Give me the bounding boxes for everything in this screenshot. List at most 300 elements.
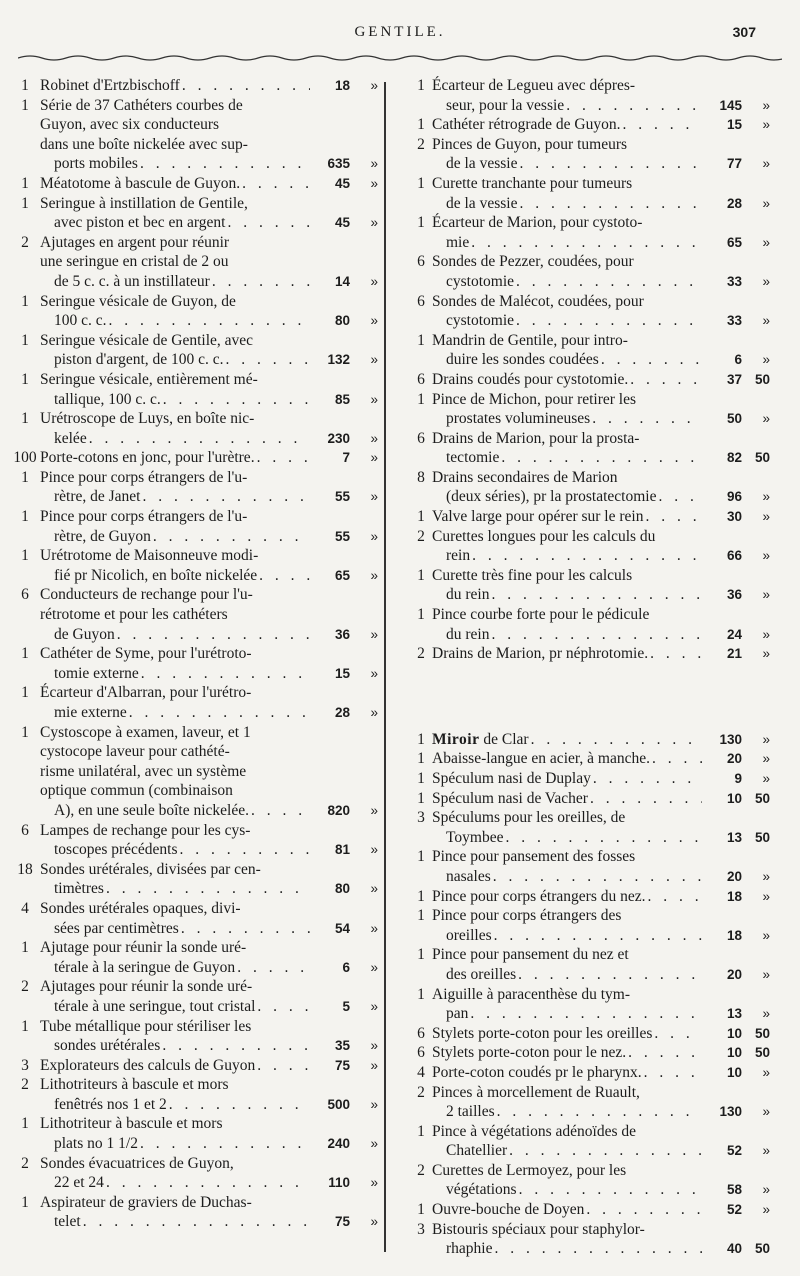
entry-quantity: 2 bbox=[417, 645, 425, 663]
entry-line: Bistouris spéciaux pour staphylor- bbox=[432, 1220, 645, 1238]
entry-quantity: 1 bbox=[417, 214, 425, 232]
left-column bbox=[10, 76, 378, 1232]
leader-dots bbox=[89, 429, 310, 449]
price-centimes: » bbox=[762, 1064, 770, 1080]
price-francs: 13 bbox=[726, 829, 742, 845]
entry-line: Pince de Michon, pour retirer les bbox=[432, 390, 637, 408]
page-number: 307 bbox=[732, 24, 756, 40]
leader-dots bbox=[257, 448, 310, 468]
entry-line-text: mie externe bbox=[54, 704, 127, 721]
entry-line bbox=[432, 1200, 704, 1220]
price-centimes: » bbox=[370, 705, 378, 720]
leader-dots bbox=[654, 1024, 702, 1044]
entry-description bbox=[432, 292, 704, 331]
price-centimes: » bbox=[370, 489, 378, 505]
entry-description bbox=[432, 730, 704, 750]
leader-dots bbox=[586, 1200, 702, 1220]
entry-line bbox=[432, 272, 704, 292]
entry-line-text: Toymbee bbox=[446, 828, 504, 846]
leader-dots bbox=[501, 448, 702, 468]
catalog-entry bbox=[10, 468, 378, 507]
entry-line-text: sées par centimètres bbox=[54, 919, 179, 937]
price-francs: 132 bbox=[327, 352, 350, 368]
leader-dots bbox=[518, 965, 702, 985]
entry-quantity: 1 bbox=[21, 1193, 29, 1211]
entry-quantity: 3 bbox=[417, 809, 425, 827]
price-centimes: » bbox=[370, 528, 378, 544]
entry-line-text: duire les sondes coudées bbox=[446, 351, 599, 369]
entry-line: Lithotriteur à bascule et mors bbox=[40, 1115, 223, 1133]
price-centimes: » bbox=[762, 966, 770, 982]
price-francs: 18 bbox=[726, 888, 742, 904]
price-francs: 85 bbox=[334, 391, 350, 407]
leader-dots bbox=[647, 887, 702, 907]
leader-dots bbox=[227, 213, 310, 233]
price-francs: 52 bbox=[726, 1202, 742, 1218]
entry-line: Mandrin de Gentile, pour intro- bbox=[432, 331, 628, 349]
price-francs: 55 bbox=[334, 489, 350, 505]
entry-price bbox=[704, 867, 770, 887]
entry-line-text: rètre, de Janet bbox=[54, 488, 141, 506]
page-header bbox=[0, 18, 800, 48]
leader-dots bbox=[226, 350, 310, 370]
price-francs: 5 bbox=[342, 998, 350, 1014]
entry-line bbox=[432, 448, 704, 468]
entry-price bbox=[312, 350, 378, 370]
entry-line bbox=[40, 1095, 312, 1115]
entry-price bbox=[704, 749, 770, 769]
entry-quantity: 1 bbox=[21, 508, 29, 526]
catalog-entry bbox=[410, 769, 770, 789]
entry-line-text: Stylets porte-coton pour le nez. bbox=[432, 1044, 627, 1062]
entry-description bbox=[432, 1083, 704, 1122]
entry-description bbox=[432, 605, 704, 644]
price-centimes: » bbox=[762, 352, 770, 368]
entry-description bbox=[432, 749, 704, 769]
price-francs: 50 bbox=[726, 411, 742, 427]
entry-description bbox=[432, 1122, 704, 1161]
entry-line: Tube métallique pour stériliser les bbox=[40, 1017, 252, 1035]
entry-description bbox=[40, 1075, 312, 1114]
price-centimes: » bbox=[370, 215, 378, 231]
catalog-entry bbox=[10, 194, 378, 233]
price-centimes: » bbox=[370, 881, 378, 897]
leader-dots bbox=[153, 527, 310, 547]
entry-description bbox=[432, 1200, 704, 1220]
price-francs: 10 bbox=[726, 1045, 742, 1061]
catalog-entry bbox=[410, 906, 770, 945]
entry-line-text: pan bbox=[446, 1005, 469, 1023]
entry-price bbox=[312, 272, 378, 292]
entry-line: Drains de Marion, pour la prosta- bbox=[432, 429, 640, 447]
entry-description bbox=[40, 1114, 312, 1153]
entry-description bbox=[432, 808, 704, 847]
entry-price bbox=[312, 919, 378, 939]
entry-line-text: prostates volumineuses bbox=[446, 410, 591, 428]
entry-line bbox=[432, 409, 704, 429]
entry-price bbox=[704, 1239, 770, 1259]
entry-line: une seringue en cristal de 2 ou bbox=[40, 253, 229, 271]
entry-quantity: 3 bbox=[417, 1220, 425, 1238]
price-francs: 20 bbox=[726, 751, 742, 767]
entry-price bbox=[704, 194, 770, 214]
catalog-entry bbox=[410, 390, 770, 429]
entry-line: Lithotriteurs à bascule et mors bbox=[40, 1076, 229, 1094]
entry-line-text: du rein bbox=[446, 625, 490, 643]
entry-line bbox=[432, 233, 704, 253]
catalog-entry bbox=[10, 507, 378, 546]
entry-line-text: végétations bbox=[446, 1181, 517, 1199]
entry-line-text: térale à la seringue de Guyon bbox=[54, 958, 236, 976]
leader-dots bbox=[494, 1239, 702, 1259]
entry-line-text: cystotomie bbox=[446, 312, 515, 330]
price-francs: 20 bbox=[726, 966, 742, 982]
entry-line bbox=[40, 154, 312, 174]
entry-line: Ajutages pour réunir la sonde uré- bbox=[40, 978, 253, 996]
price-francs: 500 bbox=[327, 1096, 350, 1112]
entry-line-text: A), en une seule boîte nickelée. bbox=[54, 801, 249, 819]
catalog-entry bbox=[410, 749, 770, 769]
entry-line-text: sondes urétérales bbox=[54, 1037, 161, 1055]
entry-price bbox=[704, 625, 770, 645]
entry-description bbox=[432, 945, 704, 984]
catalog-entry bbox=[410, 1220, 770, 1259]
leader-dots bbox=[169, 1095, 310, 1115]
entry-line: Conducteurs de rechange pour l'u- bbox=[40, 586, 253, 604]
entry-description bbox=[432, 847, 704, 886]
price-centimes: » bbox=[370, 430, 378, 446]
entry-line bbox=[432, 1180, 704, 1200]
entry-line-text: rhaphie bbox=[446, 1240, 493, 1258]
price-francs: 6 bbox=[734, 352, 742, 368]
entry-line: Guyon, avec six conducteurs bbox=[40, 116, 220, 134]
entry-line: Série de 37 Cathéters courbes de bbox=[40, 96, 243, 114]
catalog-entry bbox=[10, 174, 378, 194]
entry-line bbox=[432, 644, 704, 664]
leader-dots bbox=[628, 1043, 702, 1063]
entry-price bbox=[704, 1102, 770, 1122]
entry-description bbox=[40, 448, 312, 468]
catalog-entry bbox=[410, 507, 770, 527]
entry-description bbox=[432, 370, 704, 390]
price-centimes: » bbox=[370, 175, 378, 191]
entry-description bbox=[432, 115, 704, 135]
price-francs: 28 bbox=[334, 705, 350, 720]
entry-line-text: Porte-coton coudés pr le pharynx. bbox=[432, 1063, 642, 1081]
entry-line bbox=[432, 350, 704, 370]
entry-price bbox=[704, 887, 770, 907]
entry-line: Sondes de Malécot, coudées, pour bbox=[432, 292, 644, 310]
entry-price bbox=[704, 115, 770, 135]
catalog-entry bbox=[10, 331, 378, 370]
leader-dots bbox=[472, 546, 702, 566]
entry-line bbox=[40, 487, 312, 507]
price-centimes: » bbox=[370, 665, 378, 681]
entry-price bbox=[704, 154, 770, 174]
entry-line bbox=[432, 1239, 704, 1259]
price-francs: 52 bbox=[726, 1143, 742, 1159]
entry-line bbox=[432, 487, 704, 507]
entry-price bbox=[312, 958, 378, 978]
entry-description bbox=[432, 769, 704, 789]
entry-line: risme unilatéral, avec un système bbox=[40, 762, 247, 780]
entry-quantity: 1 bbox=[21, 410, 29, 428]
entry-price bbox=[704, 1043, 770, 1063]
price-centimes: » bbox=[762, 1104, 770, 1120]
price-centimes: » bbox=[762, 548, 770, 564]
entry-line bbox=[40, 350, 312, 370]
entry-price bbox=[704, 769, 770, 789]
entry-description bbox=[40, 723, 312, 821]
catalog-entry bbox=[10, 644, 378, 683]
entry-line: Urétrotome de Maisonneuve modi- bbox=[40, 547, 259, 565]
price-francs: 9 bbox=[734, 771, 742, 786]
price-centimes: » bbox=[762, 1182, 770, 1198]
catalog-entry bbox=[410, 135, 770, 174]
entry-line bbox=[40, 625, 312, 645]
entry-price bbox=[312, 174, 378, 194]
entry-price bbox=[312, 703, 378, 723]
entry-line-text: Cathéter rétrograde de Guyon. bbox=[432, 116, 621, 134]
price-francs: 10 bbox=[726, 1025, 742, 1041]
entry-line: Pince pour corps étrangers des bbox=[432, 907, 622, 925]
entry-quantity: 1 bbox=[21, 645, 29, 663]
catalog-entry bbox=[10, 821, 378, 860]
catalog-entry bbox=[10, 76, 378, 96]
leader-dots bbox=[237, 958, 310, 978]
leader-dots bbox=[106, 879, 310, 899]
price-centimes: » bbox=[370, 156, 378, 172]
entry-quantity: 1 bbox=[21, 1115, 29, 1133]
price-centimes: » bbox=[370, 1038, 378, 1054]
entry-line-text: des oreilles bbox=[446, 965, 517, 983]
entry-description bbox=[40, 233, 312, 292]
entry-price bbox=[312, 390, 378, 410]
entry-quantity: 1 bbox=[21, 723, 29, 741]
catalog-entry bbox=[410, 730, 770, 750]
entry-line bbox=[40, 311, 312, 331]
price-francs: 230 bbox=[327, 430, 350, 446]
entry-line: Cathéter de Syme, pour l'urétroto- bbox=[40, 645, 252, 663]
entry-price bbox=[312, 840, 378, 860]
price-francs: 130 bbox=[719, 1104, 742, 1120]
entry-price bbox=[312, 487, 378, 507]
entry-line bbox=[40, 997, 312, 1017]
entry-description bbox=[432, 213, 704, 252]
entry-line-text: kelée bbox=[54, 429, 87, 447]
entry-quantity: 1 bbox=[21, 331, 29, 349]
entry-description bbox=[40, 683, 312, 722]
price-francs: 82 bbox=[726, 450, 742, 466]
entry-line bbox=[40, 272, 312, 292]
entry-line: rétrotome et pour les cathéters bbox=[40, 606, 228, 624]
leader-dots bbox=[180, 840, 310, 860]
price-centimes: » bbox=[762, 273, 770, 289]
entry-line-text: fenêtrés nos 1 et 2 bbox=[54, 1095, 167, 1113]
price-centimes: » bbox=[370, 1096, 378, 1112]
catalog-entry bbox=[10, 723, 378, 821]
entry-line bbox=[432, 370, 704, 390]
entry-line: dans une boîte nickelée avec sup- bbox=[40, 135, 248, 153]
entry-line: Pinces de Guyon, pour tumeurs bbox=[432, 135, 628, 153]
entry-price bbox=[312, 1095, 378, 1115]
price-centimes: 50 bbox=[754, 1025, 770, 1041]
entry-line-text: 22 et 24 bbox=[54, 1174, 104, 1192]
price-francs: 36 bbox=[726, 587, 742, 603]
entry-quantity: 1 bbox=[417, 390, 425, 408]
leader-dots bbox=[259, 566, 310, 586]
entry-line-text: Pince pour corps étrangers du nez. bbox=[432, 887, 646, 905]
leader-dots bbox=[519, 194, 702, 214]
entry-line-text: Méatotome à bascule de Guyon. bbox=[40, 174, 241, 192]
price-centimes: » bbox=[370, 920, 378, 936]
entry-line: Seringue vésicale, entièrement mé- bbox=[40, 370, 258, 388]
entry-price bbox=[704, 926, 770, 946]
price-centimes: » bbox=[762, 868, 770, 884]
entry-quantity: 1 bbox=[21, 547, 29, 565]
right-column bbox=[410, 76, 770, 1259]
price-francs: 54 bbox=[334, 920, 350, 936]
catalog-entry bbox=[10, 977, 378, 1016]
price-centimes: » bbox=[370, 1136, 378, 1152]
catalog-entry bbox=[410, 566, 770, 605]
price-francs: 65 bbox=[334, 567, 350, 583]
entry-price bbox=[312, 879, 378, 899]
entry-line: Pince pour corps étrangers de l'u- bbox=[40, 468, 248, 486]
entry-line bbox=[40, 919, 312, 939]
entry-line-text: fié pr Nicolich, en boîte nickelée bbox=[54, 566, 258, 584]
entry-line-text: 2 tailles bbox=[446, 1103, 495, 1121]
entry-quantity: 2 bbox=[417, 527, 425, 545]
entry-line bbox=[432, 1141, 704, 1161]
catalog-entry bbox=[10, 1017, 378, 1056]
entry-description bbox=[40, 174, 312, 194]
entry-line: Curette très fine pour les calculs bbox=[432, 566, 633, 584]
entry-price bbox=[704, 730, 770, 750]
entry-line: Pince courbe forte pour le pédicule bbox=[432, 606, 650, 624]
entry-description bbox=[40, 331, 312, 370]
leader-dots bbox=[182, 76, 310, 96]
price-centimes: » bbox=[762, 1202, 770, 1218]
leader-dots bbox=[212, 272, 310, 292]
entry-description bbox=[40, 977, 312, 1016]
entry-description bbox=[40, 76, 312, 96]
price-centimes: » bbox=[762, 117, 770, 133]
price-centimes: » bbox=[370, 1057, 378, 1073]
entry-quantity: 1 bbox=[417, 174, 425, 192]
leader-dots bbox=[143, 487, 311, 507]
entry-description bbox=[432, 174, 704, 213]
entry-price bbox=[312, 311, 378, 331]
entry-line: Curette tranchante pour tumeurs bbox=[432, 174, 633, 192]
entry-quantity: 1 bbox=[417, 789, 425, 807]
catalog-entry bbox=[10, 409, 378, 448]
entry-line bbox=[432, 769, 704, 789]
leader-dots bbox=[117, 625, 310, 645]
entry-description bbox=[432, 527, 704, 566]
entry-quantity: 3 bbox=[21, 1056, 29, 1074]
price-centimes: » bbox=[762, 156, 770, 172]
price-francs: 240 bbox=[327, 1136, 350, 1152]
price-francs: 66 bbox=[726, 548, 742, 564]
entry-line-text: telet bbox=[54, 1213, 81, 1231]
entry-line bbox=[40, 1212, 312, 1232]
leader-dots bbox=[140, 154, 310, 174]
leader-dots bbox=[251, 801, 310, 821]
entry-quantity: 1 bbox=[417, 946, 425, 964]
price-francs: 58 bbox=[726, 1182, 742, 1198]
entry-line bbox=[40, 527, 312, 547]
price-centimes: » bbox=[370, 842, 378, 858]
entry-description bbox=[432, 76, 704, 115]
price-centimes: » bbox=[370, 1214, 378, 1230]
entry-price bbox=[704, 644, 770, 664]
catalog-entry bbox=[410, 115, 770, 135]
catalog-entry bbox=[10, 233, 378, 292]
entry-quantity: 100 bbox=[13, 449, 37, 467]
entry-line: Lampes de rechange pour les cys- bbox=[40, 821, 251, 839]
entry-description bbox=[432, 429, 704, 468]
entry-price bbox=[312, 664, 378, 684]
price-francs: 13 bbox=[726, 1006, 742, 1022]
entry-quantity: 1 bbox=[417, 907, 425, 925]
catalog-entry bbox=[410, 252, 770, 291]
price-francs: 45 bbox=[334, 175, 350, 191]
entry-line bbox=[432, 507, 704, 527]
price-francs: 18 bbox=[334, 78, 350, 93]
entry-line bbox=[432, 887, 704, 907]
entry-quantity: 1 bbox=[21, 468, 29, 486]
leader-dots bbox=[257, 997, 310, 1017]
entry-quantity: 6 bbox=[417, 1024, 425, 1042]
entry-line-text: 100 c. c. bbox=[54, 312, 107, 330]
catalog-entry bbox=[410, 292, 770, 331]
entry-quantity: 2 bbox=[21, 233, 29, 251]
entry-quantity: 18 bbox=[17, 860, 33, 878]
entry-quantity: 1 bbox=[417, 331, 425, 349]
leader-dots bbox=[630, 370, 702, 390]
leader-dots bbox=[516, 311, 702, 331]
entry-line bbox=[40, 390, 312, 410]
entry-line bbox=[432, 789, 704, 809]
entry-line-text: Drains de Marion, pr néphrotomie. bbox=[432, 645, 649, 663]
leader-dots bbox=[140, 1134, 310, 1154]
entry-description bbox=[40, 96, 312, 174]
price-centimes: » bbox=[370, 273, 378, 289]
entry-line bbox=[40, 958, 312, 978]
entry-line-text: oreilles bbox=[446, 926, 492, 944]
entry-line-text: Ouvre-bouche de Doyen bbox=[432, 1201, 585, 1219]
entry-description bbox=[40, 821, 312, 860]
price-centimes: » bbox=[762, 195, 770, 211]
catalog-entry bbox=[410, 1063, 770, 1083]
catalog-entry bbox=[410, 174, 770, 213]
price-centimes: » bbox=[370, 567, 378, 583]
entry-price bbox=[704, 965, 770, 985]
entry-line-text: de Guyon bbox=[54, 625, 115, 643]
price-centimes: » bbox=[762, 1143, 770, 1159]
entry-quantity: 2 bbox=[417, 1083, 425, 1101]
entry-description bbox=[432, 1161, 704, 1200]
entry-line: Pince à végétations adénoïdes de bbox=[432, 1122, 637, 1140]
entry-quantity: 1 bbox=[417, 848, 425, 866]
entry-price bbox=[312, 1134, 378, 1154]
catalog-entry bbox=[10, 292, 378, 331]
entry-quantity: 1 bbox=[417, 750, 425, 768]
price-francs: 35 bbox=[334, 1038, 350, 1054]
wavy-rule bbox=[18, 54, 782, 62]
entry-price bbox=[312, 801, 378, 821]
